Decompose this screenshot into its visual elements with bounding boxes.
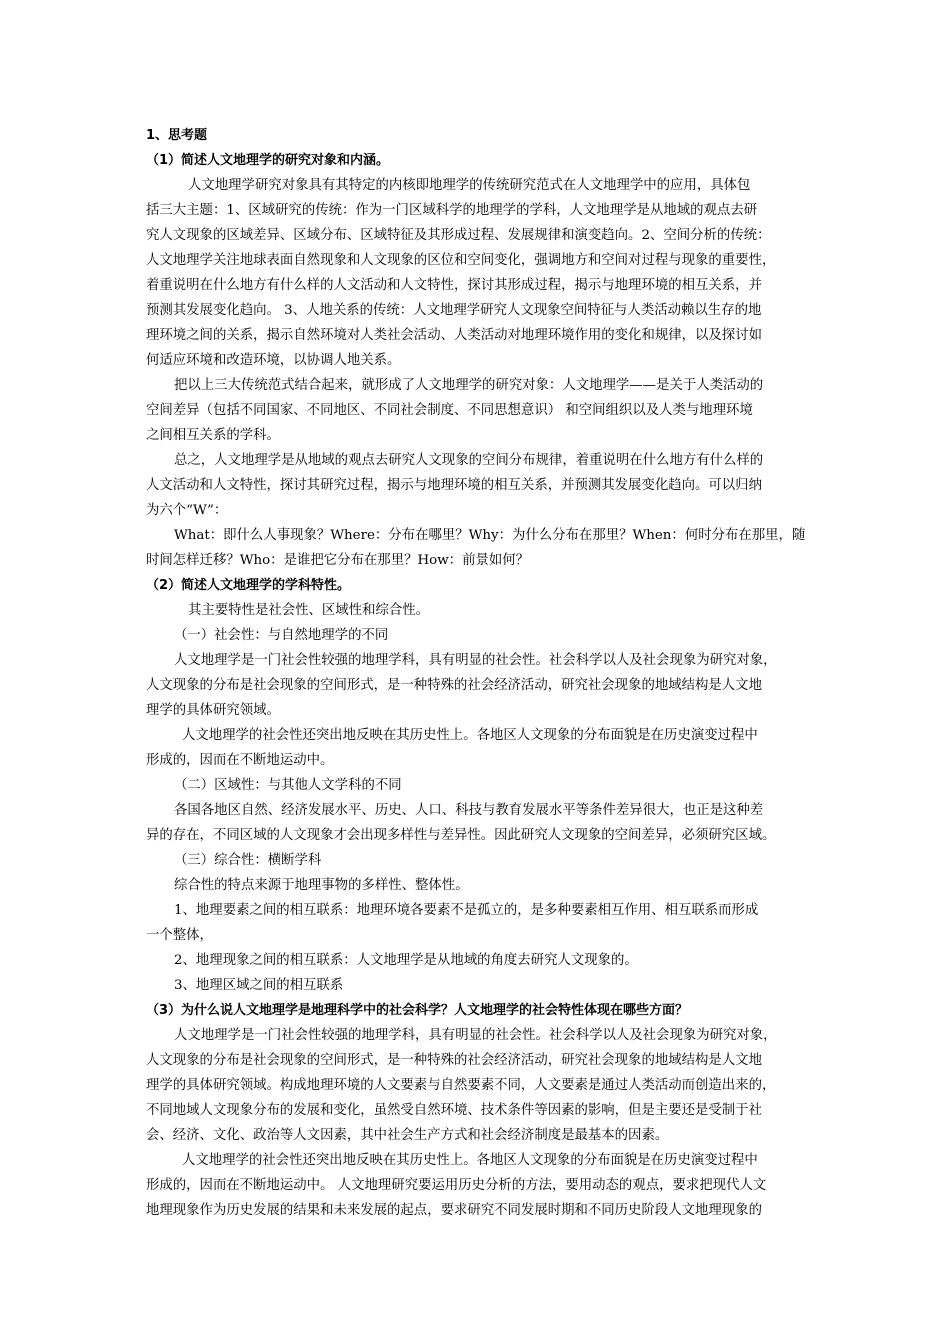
paragraph-line: 2、地理现象之间的相互联系：人文地理学是从地域的角度去研究人文现象的。	[174, 953, 638, 968]
paragraph-line: 3、地理区域之间的相互联系	[174, 978, 344, 993]
paragraph-line: 不同地域人文现象分布的发展和变化，虽然受自然环境、技术条件等因素的影响，但是主要还是受制于社	[146, 1103, 762, 1118]
paragraph-line: 为六个“W”：	[146, 503, 228, 518]
paragraph-line: 理环境之间的关系，揭示自然环境对人类社会活动、人类活动对地理环境作用的变化和规律，以及探讨如	[146, 328, 762, 343]
paragraph-line: 1、地理要素之间的相互联系：地理环境各要素不是孤立的，是多种要素相互作用、相互联系而形成	[174, 903, 759, 918]
paragraph-line: 人文活动和人文特性，探讨其研究过程，揭示与地理环境的相互关系，并预测其发展变化趋向。可以归纳	[146, 478, 762, 493]
paragraph-line: 之间相互关系的学科。	[146, 428, 280, 443]
paragraph-line: 究人文现象的区域差异、区域分布、区域特征及其形成过程、发展规律和演变趋向。2、空间分析的传统：	[146, 228, 771, 243]
paragraph-line: 人文地理学研究对象具有其特定的内核即地理学的传统研究范式在人文地理学中的应用，具体包	[188, 178, 751, 193]
paragraph-line: 人文地理学的社会性还突出地反映在其历史性上。各地区人文现象的分布面貌是在历史演变过程中	[182, 728, 758, 743]
paragraph-line: （一）社会性：与自然地理学的不同	[174, 628, 389, 643]
paragraph-line: 把以上三大传统范式结合起来，就形成了人文地理学的研究对象：人文地理学——是关于人类活动的	[174, 378, 764, 393]
section-heading: （1）简述人文地理学的研究对象和内涵。	[146, 153, 390, 168]
paragraph-line: （二）区域性：与其他人文学科的不同	[174, 778, 402, 793]
paragraph-line: 形成的，因而在不断地运动中。 人文地理研究要运用历史分析的方法，要用动态的观点，要求把现代人文	[146, 1178, 767, 1193]
paragraph-line: 何适应环境和改造环境，以协调人地关系。	[146, 353, 401, 368]
paragraph-line: （三）综合性：横断学科	[174, 853, 322, 868]
section-heading: （3）为什么说人文地理学是地理科学中的社会科学？人文地理学的社会特性体现在哪些方面？	[146, 1003, 689, 1018]
paragraph-line: 形成的，因而在不断地运动中。	[146, 753, 334, 768]
paragraph-line: 人文地理学是一门社会性较强的地理学科，具有明显的社会性。社会科学以人及社会现象为研究对象，	[174, 1028, 777, 1043]
section-heading: 1、思考题	[146, 128, 208, 143]
paragraph-line: 人文地理学是一门社会性较强的地理学科，具有明显的社会性。社会科学以人及社会现象为研究对象，	[174, 653, 777, 668]
paragraph-line: 理学的具体研究领域。	[146, 703, 280, 718]
paragraph-line: 人文现象的分布是社会现象的空间形式，是一种特殊的社会经济活动，研究社会现象的地域结构是人文地	[146, 678, 762, 693]
paragraph-line: 人文地理学的社会性还突出地反映在其历史性上。各地区人文现象的分布面貌是在历史演变过程中	[182, 1153, 758, 1168]
section-heading: （2）简述人文地理学的学科特性。	[146, 578, 351, 593]
paragraph-line: 时间怎样迁移？Who：是谁把它分布在那里？How：前景如何？	[146, 553, 530, 568]
paragraph-line: 人文地理学关注地球表面自然现象和人文现象的区位和空间变化，强调地方和空间对过程与现象的重要性，	[146, 253, 776, 268]
paragraph-line: 各国各地区自然、经济发展水平、历史、人口、科技与教育发展水平等条件差异很大，也正是这种差	[174, 803, 764, 818]
paragraph-line: 括三大主题：1、区域研究的传统：作为一门区域科学的地理学的学科，人文地理学是从地域的观点去研	[146, 203, 758, 218]
paragraph-line: 预测其发展变化趋向。 3、人地关系的传统：人文地理学研究人文现象空间特征与人类活动赖以生存的地	[146, 303, 762, 318]
paragraph-line: 其主要特性是社会性、区域性和综合性。	[188, 603, 430, 618]
paragraph-line: 着重说明在什么地方有什么样的人文活动和人文特性，探讨其形成过程，揭示与地理环境的相互关系，并	[146, 278, 762, 293]
paragraph-line: 异的存在，不同区域的人文现象才会出现多样性与差异性。因此研究人文现象的空间差异，必须研究区域。	[146, 828, 776, 843]
paragraph-line: 人文现象的分布是社会现象的空间形式，是一种特殊的社会经济活动，研究社会现象的地域结构是人文地	[146, 1053, 762, 1068]
paragraph-line: 理学的具体研究领域。构成地理环境的人文要素与自然要素不同，人文要素是通过人类活动而创造出来的，	[146, 1078, 776, 1093]
paragraph-line: 总之，人文地理学是从地域的观点去研究人文现象的空间分布规律，着重说明在什么地方有什么样的	[174, 453, 764, 468]
paragraph-line: 会、经济、文化、政治等人文因素，其中社会生产方式和社会经济制度是最基本的因素。	[146, 1128, 669, 1143]
paragraph-line: 地理现象作为历史发展的结果和未来发展的起点，要求研究不同发展时期和不同历史阶段人文地理现象的	[146, 1203, 762, 1218]
paragraph-line: 空间差异（包括不同国家、不同地区、不同社会制度、不同思想意识） 和空间组织以及人类与地理环境	[146, 403, 753, 418]
paragraph-line: 综合性的特点来源于地理事物的多样性、整体性。	[174, 878, 469, 893]
paragraph-line: What：即什么人事现象？Where：分布在哪里？Why：为什么分布在那里？When：何时分布在那里，随	[174, 528, 806, 543]
paragraph-line: 一个整体，	[146, 928, 213, 943]
